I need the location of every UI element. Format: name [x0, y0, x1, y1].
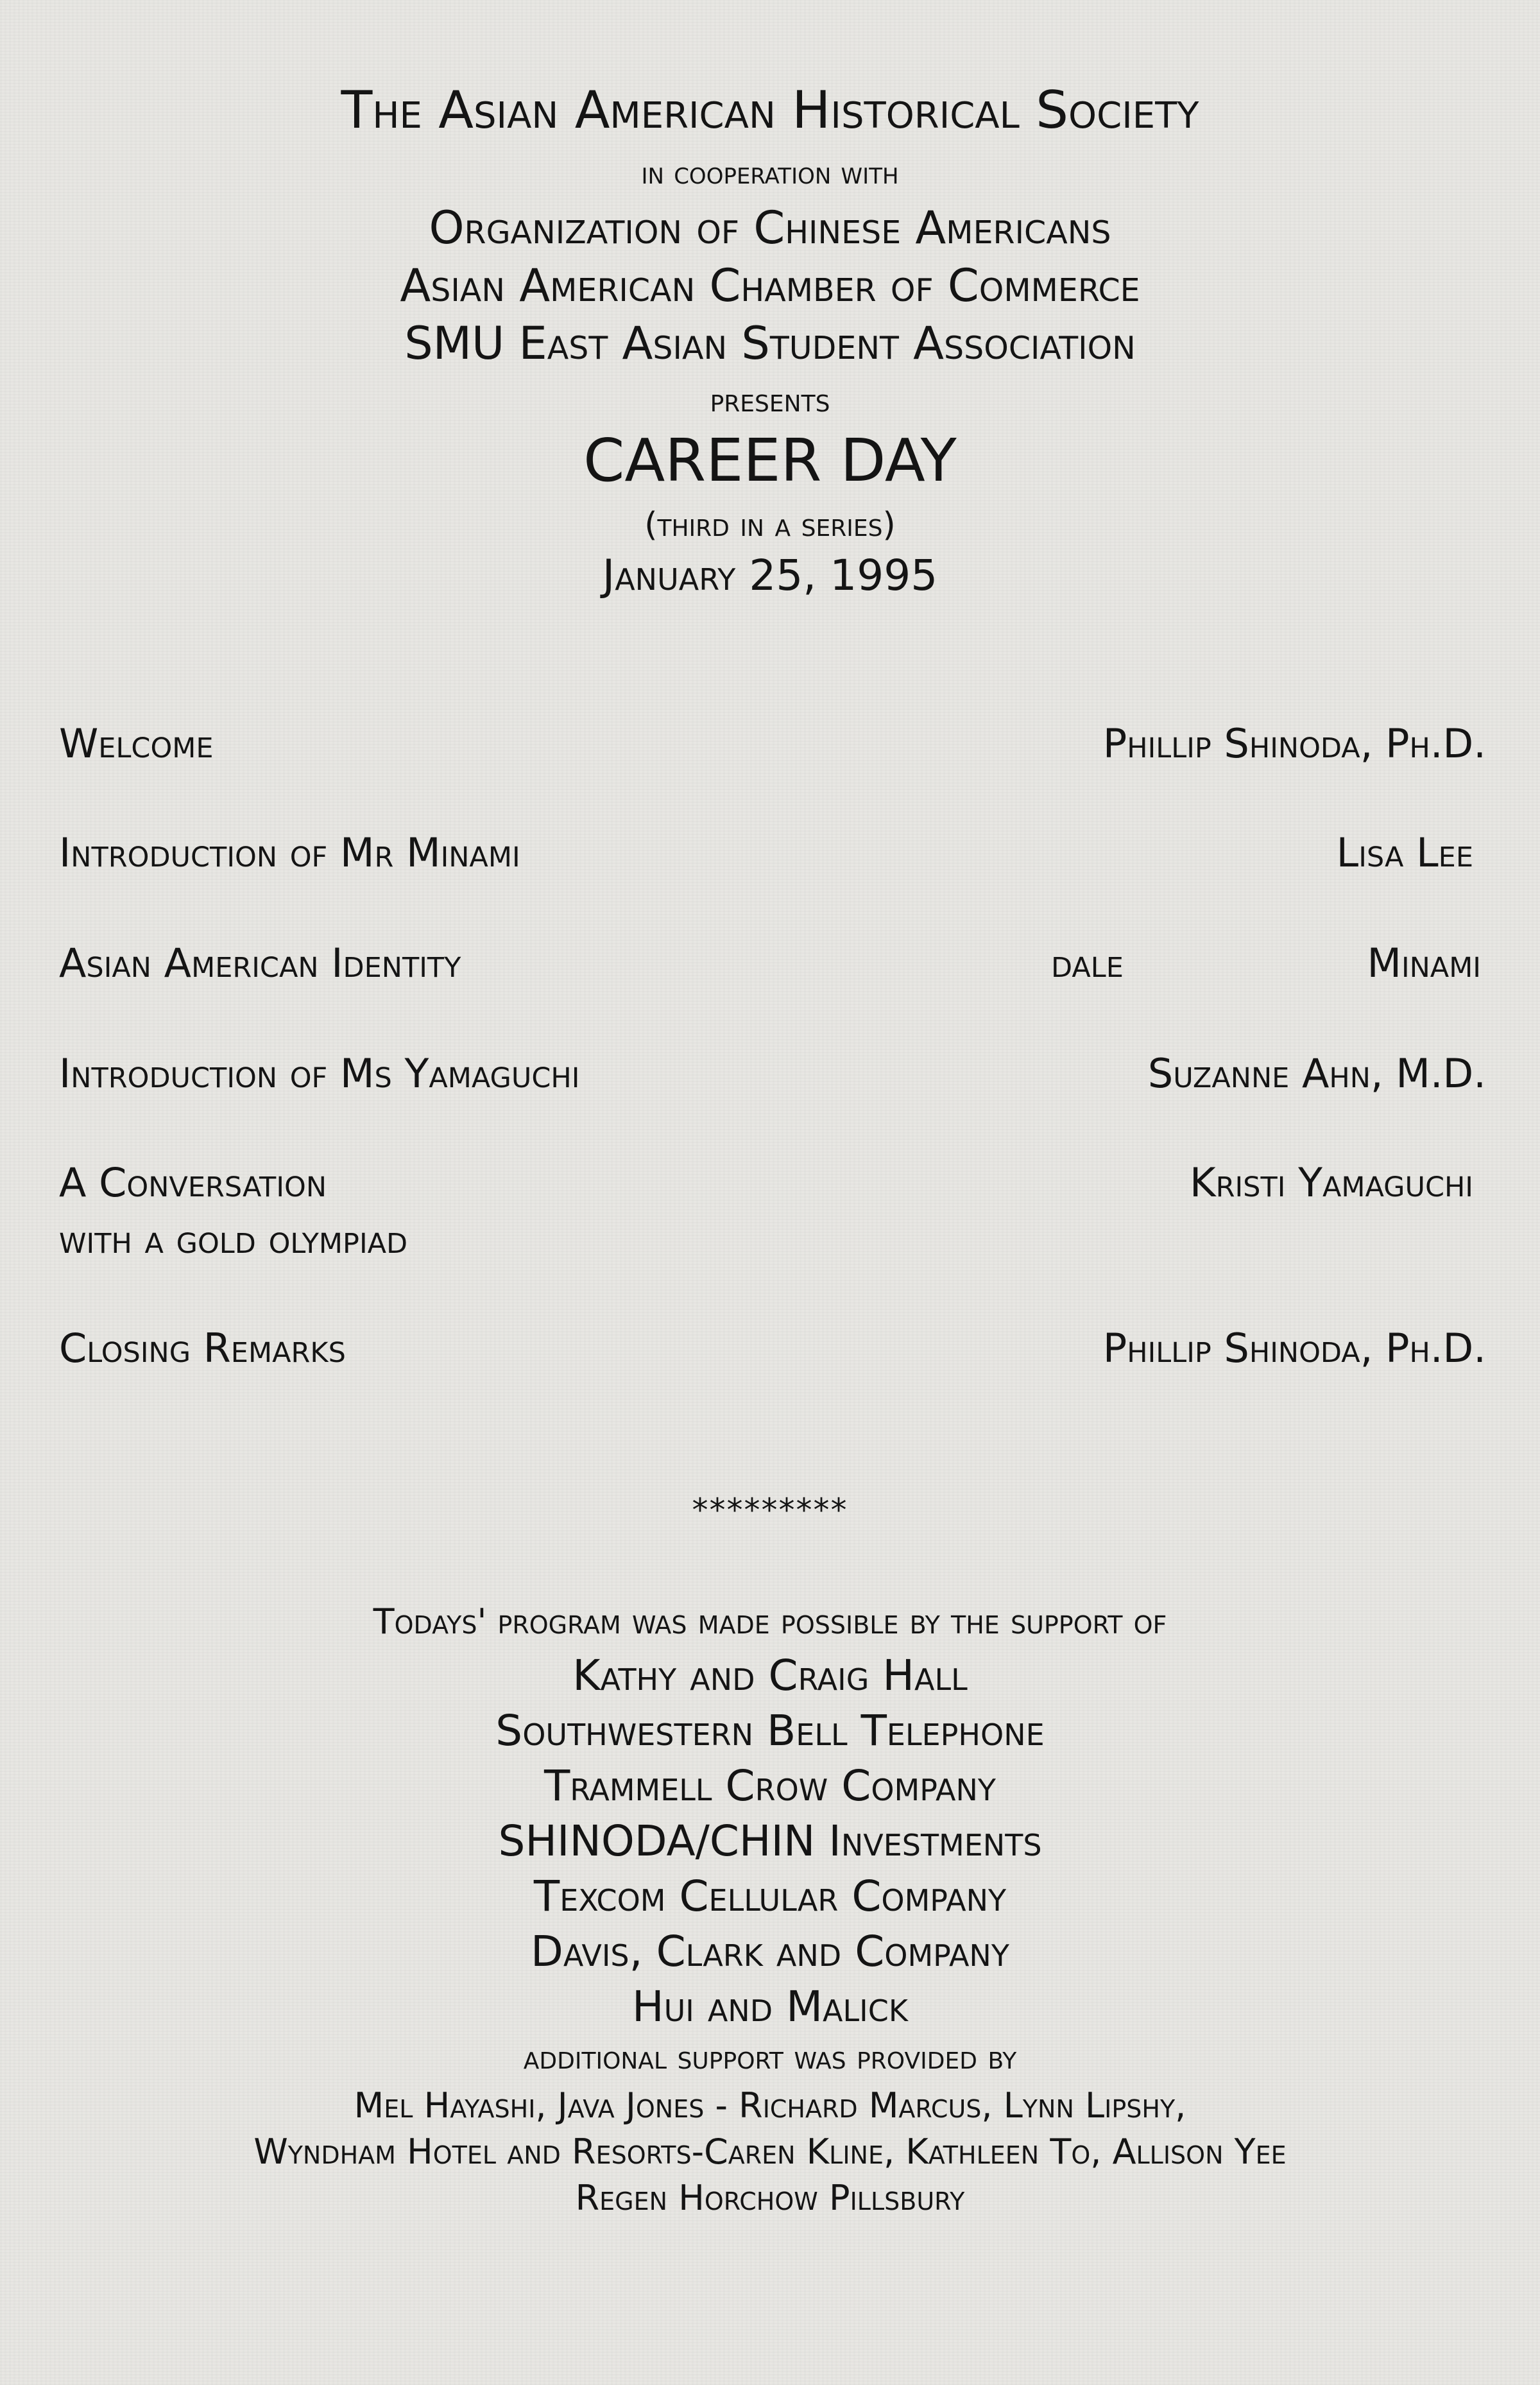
society-title: The Asian American Historical Society — [341, 80, 1199, 140]
partner-organization: Organization of Chinese Americans — [429, 202, 1111, 254]
program-item: Asian American Identity — [59, 940, 461, 986]
program-speaker: Phillip Shinoda, Ph.D. — [1102, 720, 1486, 767]
program-item: Introduction of Mr Minami — [59, 829, 520, 876]
program-speaker-first: dale — [1051, 940, 1124, 986]
program-speaker: Kristi Yamaguchi — [1189, 1159, 1473, 1206]
sponsor-name: Davis, Clark and Company — [531, 1927, 1009, 1976]
partner-organization: Asian American Chamber of Commerce — [400, 259, 1140, 312]
program-speaker-last: Minami — [1367, 940, 1481, 986]
additional-supporters: Regen Horchow Pillsbury — [575, 2178, 965, 2218]
program-speaker: Lisa Lee — [1336, 829, 1473, 876]
program-item: Closing Remarks — [59, 1325, 346, 1372]
support-intro: Todays' program was made possible by the support of — [373, 1601, 1167, 1642]
program-item: Introduction of Ms Yamaguchi — [59, 1050, 580, 1097]
section-divider: ********* — [692, 1492, 848, 1529]
sponsor-name: Trammell Crow Company — [543, 1761, 997, 1811]
presents-line: presents — [710, 381, 830, 420]
event-date: January 25, 1995 — [602, 551, 938, 600]
series-note: (third in a series) — [644, 506, 896, 544]
program-item-continuation: with a gold olympiad — [59, 1216, 408, 1262]
additional-support-intro: additional support was provided by — [523, 2038, 1017, 2077]
sponsor-name: Kathy and Craig Hall — [572, 1651, 968, 1700]
additional-supporters: Mel Hayashi, Java Jones - Richard Marcus, Lynn Lipshy, — [354, 2085, 1186, 2126]
program-speaker: Phillip Shinoda, Ph.D. — [1102, 1325, 1486, 1372]
program-item: Welcome — [59, 720, 214, 767]
partner-organization: SMU East Asian Student Association — [404, 317, 1136, 370]
sponsor-name: SHINODA/CHIN Investments — [498, 1816, 1042, 1866]
additional-supporters: Wyndham Hotel and Resorts-Caren Kline, Kathleen To, Allison Yee — [253, 2131, 1287, 2172]
cooperation-line: in cooperation with — [641, 155, 899, 191]
sponsor-name: Texcom Cellular Company — [533, 1872, 1007, 1921]
sponsor-name: Hui and Malick — [631, 1982, 908, 2031]
event-title: CAREER DAY — [583, 426, 957, 495]
program-speaker: Suzanne Ahn, M.D. — [1147, 1050, 1486, 1097]
program-item: A Conversation — [59, 1159, 327, 1206]
sponsor-name: Southwestern Bell Telephone — [495, 1706, 1045, 1755]
